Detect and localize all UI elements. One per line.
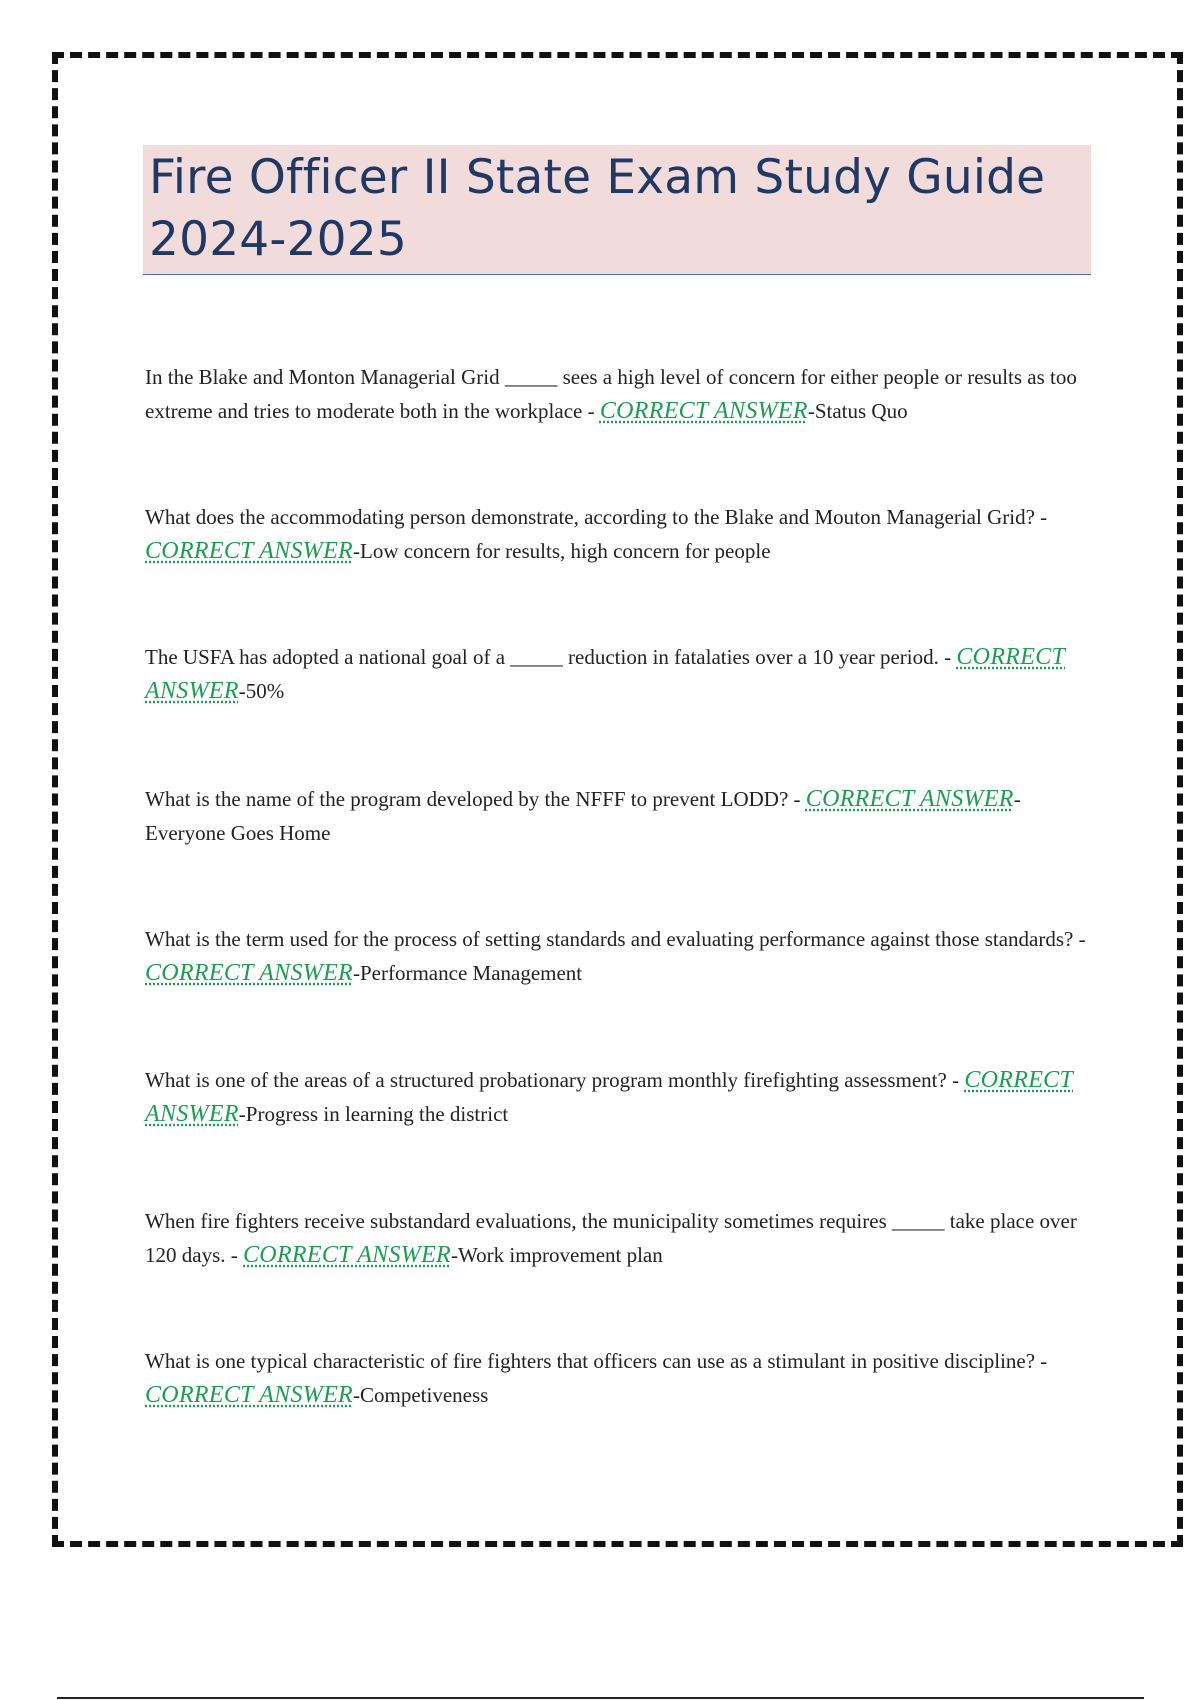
question-text: In the Blake and Monton Managerial Grid _____ sees a high level of concern for either people or results as too extreme and tries to moderate both in the workplace - bbox=[145, 365, 1077, 423]
qa-item bbox=[145, 640, 1095, 708]
question-text: What is one typical characteristic of fire fighters that officers can use as a stimulant in positive discipline? - bbox=[145, 1349, 1048, 1373]
answer-text: -Competiveness bbox=[353, 1383, 489, 1407]
qa-item bbox=[145, 1063, 1095, 1131]
answer-text: -Everyone Goes Home bbox=[145, 787, 1021, 845]
qa-item bbox=[145, 922, 1095, 990]
correct-answer-marker: CORRECT ANSWER bbox=[145, 1067, 1074, 1127]
question-text: The USFA has adopted a national goal of a _____ reduction in fatalaties over a 10 year period. - bbox=[145, 645, 957, 669]
correct-answer-marker: CORRECT ANSWER bbox=[145, 538, 353, 564]
correct-answer-marker: CORRECT ANSWER bbox=[243, 1242, 451, 1268]
qa-item bbox=[145, 1204, 1095, 1272]
question-text: What is the name of the program developed by the NFFF to prevent LODD? - bbox=[145, 787, 806, 811]
title-line-1: Fire Officer II State Exam Study Guide bbox=[149, 150, 1046, 205]
question-text: What is one of the areas of a structured probationary program monthly firefighting assessment? - bbox=[145, 1068, 965, 1092]
answer-text: -Work improvement plan bbox=[451, 1243, 663, 1267]
qa-item bbox=[145, 360, 1095, 428]
question-text: What is the term used for the process of setting standards and evaluating performance against those standards? - bbox=[145, 927, 1086, 951]
qa-item bbox=[145, 1344, 1095, 1412]
title-block bbox=[143, 145, 1091, 275]
correct-answer-marker: CORRECT ANSWER bbox=[805, 786, 1014, 812]
answer-text: -Progress in learning the district bbox=[238, 1102, 509, 1126]
answer-text: -Low concern for results, high concern for people bbox=[353, 539, 771, 563]
correct-answer-marker: CORRECT ANSWER bbox=[145, 644, 1066, 704]
correct-answer-marker: CORRECT ANSWER bbox=[145, 960, 353, 986]
title-line-2: 2024-2025 bbox=[149, 212, 407, 267]
question-text: What does the accommodating person demonstrate, according to the Blake and Mouton Managerial Grid? - bbox=[145, 505, 1048, 529]
correct-answer-marker: CORRECT ANSWER bbox=[145, 1382, 353, 1408]
answer-text: -Status Quo bbox=[807, 399, 908, 423]
footer-divider bbox=[57, 1697, 1144, 1699]
correct-answer-marker: CORRECT ANSWER bbox=[599, 398, 808, 424]
document-title bbox=[149, 145, 1085, 271]
answer-text: -Performance Management bbox=[353, 961, 583, 985]
answer-text: -50% bbox=[238, 679, 285, 703]
qa-item bbox=[145, 500, 1095, 568]
question-text: When fire fighters receive substandard evaluations, the municipality sometimes requires _____ take place over 120 days. - bbox=[145, 1209, 1077, 1267]
qa-item bbox=[145, 782, 1095, 850]
